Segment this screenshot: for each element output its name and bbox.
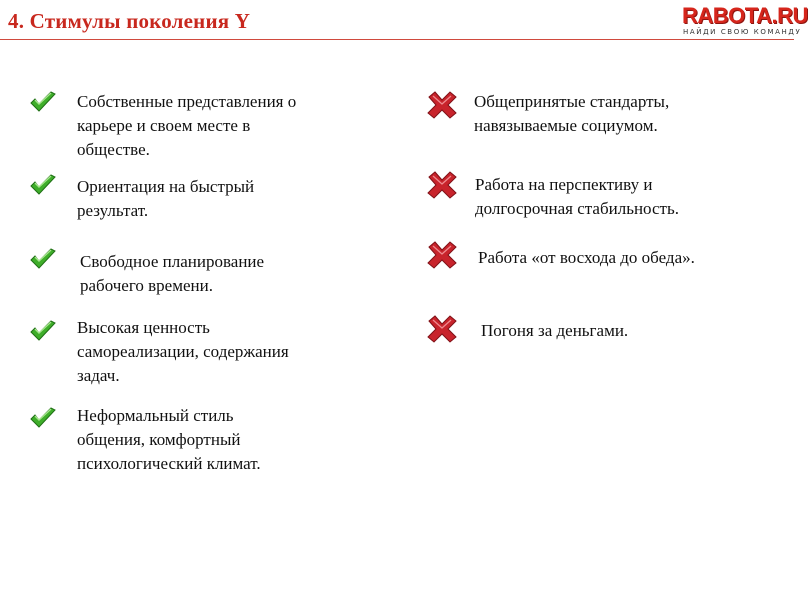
check-icon	[28, 247, 58, 271]
positive-item-line: Ориентация на быстрый	[77, 177, 255, 196]
check-icon	[28, 319, 58, 343]
negative-item-4	[481, 319, 628, 343]
positive-item-line: Свободное планирование	[80, 252, 265, 271]
negative-item-2	[475, 173, 679, 221]
positive-item-line: задач.	[77, 366, 120, 385]
title-underline	[0, 39, 794, 40]
positive-item-line: психологический климат.	[77, 454, 261, 473]
negative-item-line: Общепринятые стандарты,	[474, 92, 670, 111]
check-icon	[28, 90, 58, 114]
negative-item-line: Погоня за деньгами.	[481, 321, 629, 340]
negative-item-3	[478, 246, 695, 270]
cross-icon	[425, 90, 459, 120]
positive-item-line: общения, комфортный	[77, 430, 241, 449]
check-icon	[28, 406, 58, 430]
positive-item-3	[80, 250, 264, 298]
negative-item-line: Работа «от восхода до обеда».	[478, 248, 695, 267]
negative-item-line: навязываемые социумом.	[474, 116, 658, 135]
negative-item-line: долгосрочная стабильность.	[475, 199, 679, 218]
positive-item-line: карьере и своем месте в	[77, 116, 251, 135]
positive-item-line: результат.	[77, 201, 149, 220]
positive-item-line: Неформальный стиль	[77, 406, 234, 425]
positive-item-2	[77, 175, 254, 223]
rabota-logo	[682, 3, 808, 38]
positive-item-line: обществе.	[77, 140, 150, 159]
page-title: 4. Стимулы поколения Y	[8, 9, 251, 33]
positive-item-1	[77, 90, 296, 162]
positive-item-line: самореализации, содержания	[77, 342, 289, 361]
cross-icon	[425, 170, 459, 200]
negative-item-1	[474, 90, 669, 138]
positive-item-4	[77, 316, 289, 388]
logo-tagline: НАЙДИ СВОЮ КОМАНДУ	[683, 28, 802, 36]
positive-item-line: Собственные представления о	[77, 92, 297, 111]
positive-item-line: Высокая ценность	[77, 318, 210, 337]
negative-item-line: Работа на перспективу и	[475, 175, 653, 194]
cross-icon	[425, 314, 459, 344]
positive-item-5	[77, 404, 261, 476]
check-icon	[28, 173, 58, 197]
positive-item-line: рабочего времени.	[80, 276, 213, 295]
cross-icon	[425, 240, 459, 270]
logo-wordmark: RABOTA.RU	[682, 3, 808, 28]
